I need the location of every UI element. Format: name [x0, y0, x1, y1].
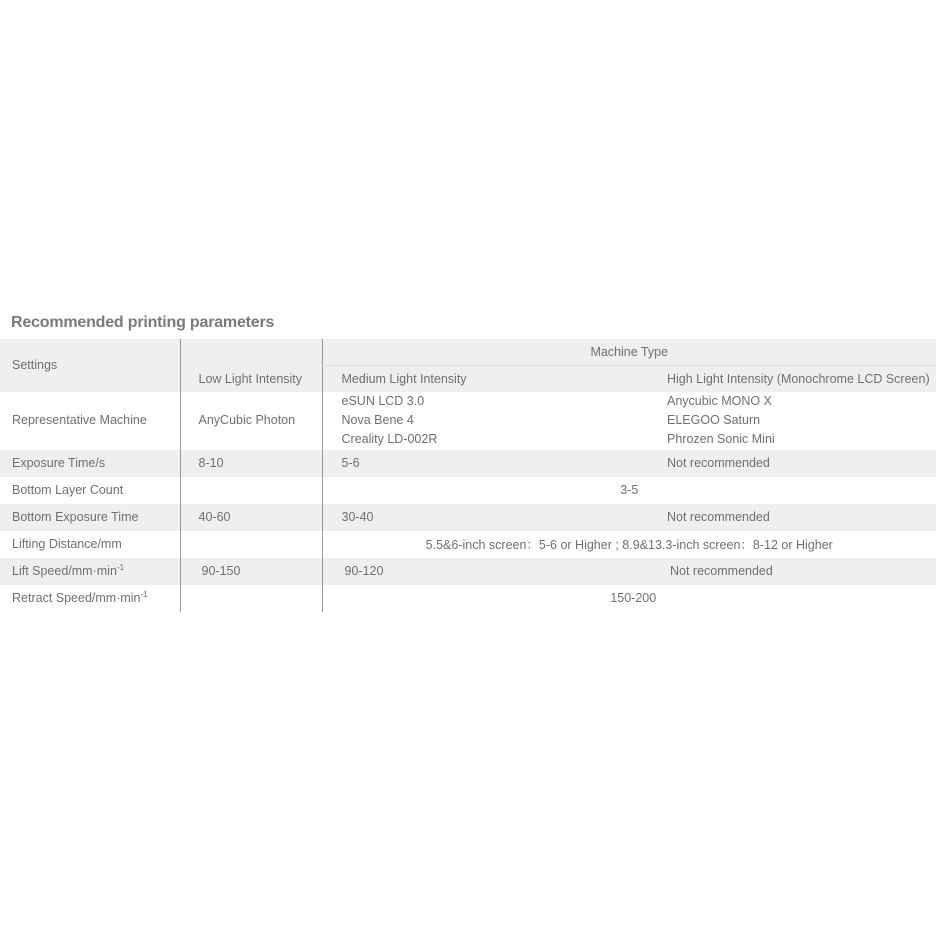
row-label: Bottom Exposure Time	[0, 504, 180, 531]
machine-name: ELEGOO Saturn	[667, 413, 761, 427]
row-label: Bottom Layer Count	[12, 483, 124, 497]
cell-low: 90-150	[180, 558, 322, 585]
cell-low: 8-10	[180, 450, 322, 477]
table-row	[0, 504, 936, 531]
machine-name: Phrozen Sonic Mini	[667, 432, 775, 446]
cell-low: 40-60	[180, 504, 322, 531]
table-row	[0, 558, 936, 585]
cell-low	[180, 531, 322, 558]
machine-name: Creality LD-002R	[341, 432, 438, 446]
table-row	[0, 392, 936, 450]
header-settings: Settings	[0, 339, 180, 392]
header-low-light: Low Light Intensity	[180, 366, 322, 392]
cell-high: Not recommended	[647, 558, 936, 585]
cell-high: Not recommended	[647, 450, 936, 477]
cell-medium: 90-120	[322, 558, 647, 585]
cell-medium: 5-6	[322, 450, 647, 477]
table-row	[0, 450, 936, 477]
row-label	[0, 585, 180, 612]
machine-name: Nova Bene 4	[341, 413, 414, 427]
header-high-light: High Light Intensity (Monochrome LCD Screen)	[647, 366, 936, 392]
table-row	[0, 585, 936, 612]
table-row	[0, 531, 936, 558]
machine-name: Anycubic MONO X	[667, 394, 772, 408]
cell-all: 3-5	[322, 477, 936, 504]
cell-low: AnyCubic Photon	[180, 392, 322, 450]
row-label: Representative Machine	[12, 413, 147, 427]
cell-high	[647, 392, 936, 450]
table-row	[0, 477, 936, 504]
row-label: Lifting Distance/mm	[12, 537, 122, 551]
page-title: Recommended printing parameters	[11, 314, 275, 331]
header-machine-type: Machine Type	[322, 339, 936, 366]
parameters-table	[0, 339, 936, 612]
cell-all: 5.5&6-inch screen：5-6 or Higher ; 8.9&13.3-inch screen：8-12 or Higher	[322, 531, 936, 558]
cell-low	[180, 477, 322, 504]
row-label-text: Retract Speed/mm·min	[12, 591, 141, 606]
machine-name: eSUN LCD 3.0	[341, 394, 425, 408]
row-label	[0, 558, 180, 585]
cell-low	[180, 585, 322, 612]
row-label-text: Lift Speed/mm·min	[12, 564, 117, 579]
header-blank	[180, 339, 322, 366]
row-label-sup: -1	[116, 563, 125, 573]
cell-medium	[322, 392, 647, 450]
header-medium-light: Medium Light Intensity	[322, 366, 647, 392]
cell-high: Not recommended	[647, 504, 936, 531]
cell-medium: 30-40	[322, 504, 647, 531]
row-label: Exposure Time/s	[0, 450, 180, 477]
cell-all: 150-200	[322, 585, 936, 612]
row-label-sup: -1	[140, 590, 148, 600]
